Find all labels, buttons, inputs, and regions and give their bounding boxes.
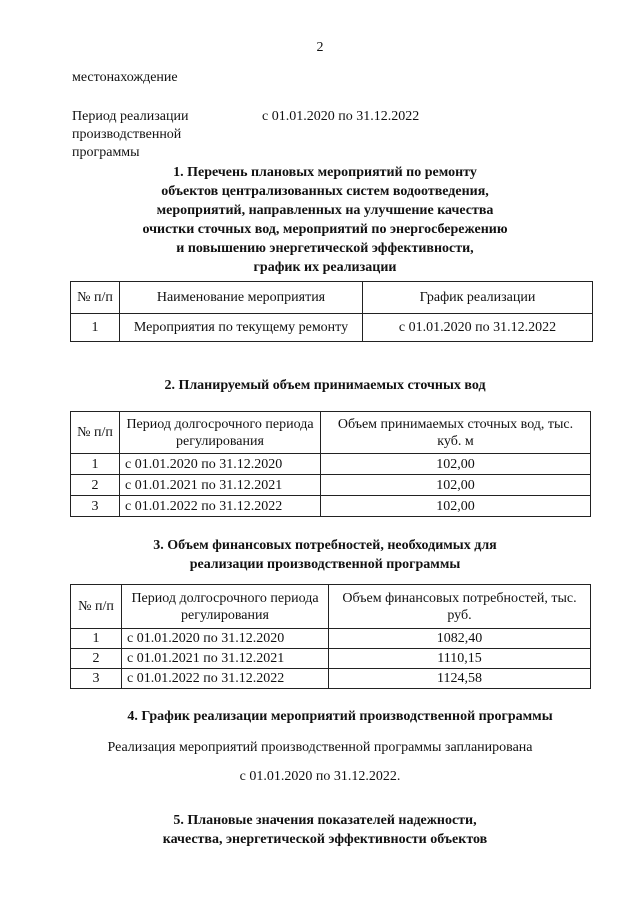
section2-table: [70, 411, 591, 517]
table-cell: 1110,15: [329, 649, 591, 669]
table-row: [71, 314, 593, 342]
table-header-row: [71, 412, 591, 454]
section3-title: [60, 536, 590, 574]
section1-title-line: объектов централизованных систем водоотведения,: [161, 184, 489, 199]
header-cell: № п/п: [71, 585, 122, 629]
header-cell: № п/п: [71, 282, 120, 314]
period-label-line: программы: [72, 145, 140, 160]
page-number: 2: [316, 40, 324, 55]
section1-title-line: и повышению энергетической эффективности,: [176, 241, 474, 256]
table-row: [71, 475, 591, 496]
table-cell: с 01.01.2020 по 31.12.2022: [363, 314, 593, 342]
section2-title: 2. Планируемый объем принимаемых сточных вод: [164, 378, 486, 393]
section3-title-line: реализации производственной программы: [189, 557, 461, 572]
section1-table: [70, 281, 593, 342]
header-cell: Объем принимаемых сточных вод, тыс. куб. м: [321, 412, 591, 454]
table-cell: с 01.01.2021 по 31.12.2021: [122, 649, 329, 669]
table-cell: 102,00: [321, 496, 591, 517]
header-cell: Период долгосрочного периода регулирования: [122, 585, 329, 629]
header-cell: График реализации: [363, 282, 593, 314]
table-row: [71, 629, 591, 649]
table-cell: 102,00: [321, 454, 591, 475]
section1-title-line: очистки сточных вод, мероприятий по энергосбережению: [142, 222, 508, 237]
table-cell: 1082,40: [329, 629, 591, 649]
table-cell: 1: [71, 454, 120, 475]
table-cell: с 01.01.2021 по 31.12.2021: [120, 475, 321, 496]
period-label: [72, 108, 188, 162]
period-value: с 01.01.2020 по 31.12.2022: [262, 109, 420, 124]
period-label-line: Период реализации: [72, 109, 189, 124]
table-row: [71, 669, 591, 689]
section1-title: [60, 163, 590, 277]
header-cell: № п/п: [71, 412, 120, 454]
table-cell: с 01.01.2022 по 31.12.2022: [122, 669, 329, 689]
section5-title-line: качества, энергетической эффективности объектов: [162, 832, 488, 847]
table-cell: 3: [71, 669, 122, 689]
table-cell: 1: [71, 314, 120, 342]
header-cell: Период долгосрочного периода регулирования: [120, 412, 321, 454]
section4-title: 4. График реализации мероприятий производственной программы: [127, 709, 553, 724]
table-cell: 2: [71, 475, 120, 496]
table-cell: с 01.01.2020 по 31.12.2020: [122, 629, 329, 649]
table-row: [71, 454, 591, 475]
table-cell: 1: [71, 629, 122, 649]
table-header-row: [71, 585, 591, 629]
table-row: [71, 649, 591, 669]
table-row: [71, 496, 591, 517]
table-header-row: [71, 282, 593, 314]
table-cell: Мероприятия по текущему ремонту: [120, 314, 363, 342]
period-label-line: производственной: [72, 127, 182, 142]
section5-title-line: 5. Плановые значения показателей надежности,: [173, 813, 477, 828]
section3-table: [70, 584, 591, 689]
section1-title-line: мероприятий, направленных на улучшение качества: [156, 203, 494, 218]
table-cell: 1124,58: [329, 669, 591, 689]
header-cell: Объем финансовых потребностей, тыс. руб.: [329, 585, 591, 629]
section5-title: [60, 811, 590, 849]
table-cell: 3: [71, 496, 120, 517]
table-cell: с 01.01.2020 по 31.12.2020: [120, 454, 321, 475]
table-cell: 2: [71, 649, 122, 669]
section1-title-line: 1. Перечень плановых мероприятий по ремонту: [173, 165, 477, 180]
section4-text-line: с 01.01.2020 по 31.12.2022.: [239, 769, 401, 784]
section3-title-line: 3. Объем финансовых потребностей, необходимых для: [153, 538, 497, 553]
section4-text-line: Реализация мероприятий производственной программы запланирована: [107, 740, 533, 755]
table-cell: 102,00: [321, 475, 591, 496]
section1-title-line: график их реализации: [253, 260, 397, 275]
location-label: местонахождение: [72, 70, 178, 85]
header-cell: Наименование мероприятия: [120, 282, 363, 314]
table-cell: с 01.01.2022 по 31.12.2022: [120, 496, 321, 517]
